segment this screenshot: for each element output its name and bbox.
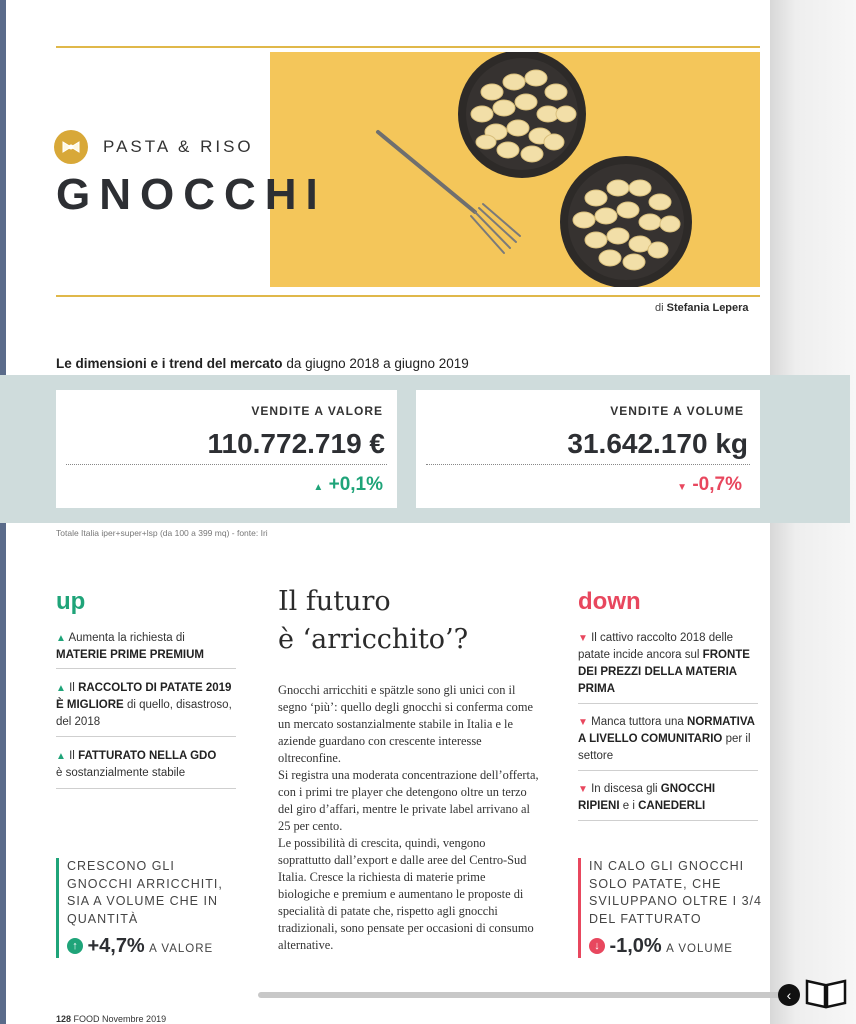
card-delta <box>313 474 383 496</box>
source-note: Totale Italia iper+super+lsp (da 100 a 399 mq) - fonte: Iri <box>56 528 268 538</box>
page-footer <box>56 1014 166 1024</box>
page-title: GNOCCHI <box>56 170 327 219</box>
down-callout-bar <box>578 858 581 958</box>
card-delta-value: -0,7% <box>692 474 742 495</box>
open-book-icon[interactable] <box>803 973 849 1011</box>
card-label: VENDITE A VALORE <box>251 404 383 418</box>
sales-value-card <box>56 390 397 508</box>
byline-author: Stefania Lepera <box>666 302 749 314</box>
market-heading-bold: Le dimensioni e i trend del mercato <box>56 356 283 371</box>
up-callout-unit: A VALORE <box>149 943 214 955</box>
triangle-down-icon: ▼ <box>578 784 588 795</box>
top-rule <box>56 46 760 48</box>
gnocchi-photo <box>270 52 760 287</box>
article-paragraph: Gnocchi arricchiti e spätzle sono gli unici con il segno ‘più’: quello degli gnocchi si conferma come un mercato sostanzialmente stabile in Italia e le aziende guardano con crescente interesse oltreconfine. <box>278 683 533 765</box>
up-item: ▲ Aumenta la richiesta di MATERIE PRIME PREMIUM <box>56 630 236 669</box>
card-delta <box>677 474 742 496</box>
triangle-down-icon: ▼ <box>578 717 588 728</box>
card-label: VENDITE A VOLUME <box>610 404 744 418</box>
page-number: 128 <box>56 1014 72 1024</box>
sales-volume-card <box>416 390 760 508</box>
card-divider <box>66 464 387 465</box>
triangle-up-icon: ▲ <box>313 482 324 493</box>
up-callout-text: CRESCONO GLI GNOCCHI ARRICCHITI, SIA A VOLUME CHE IN QUANTITÀ <box>67 859 223 926</box>
up-item: ▲ Il RACCOLTO DI PATATE 2019 È MIGLIORE di quello, disastroso, del 2018 <box>56 680 236 737</box>
triangle-down-icon: ▼ <box>677 482 688 493</box>
arrow-down-circle-icon: ↓ <box>589 938 605 954</box>
up-heading: up <box>56 588 86 615</box>
magazine-issue: FOOD Novembre 2019 <box>73 1014 167 1024</box>
triangle-down-icon: ▼ <box>578 633 588 644</box>
down-callout-text: IN CALO GLI GNOCCHI SOLO PATATE, CHE SVILUPPANO OLTRE I 3/4 DEL FATTURATO <box>589 859 762 926</box>
page-scrollbar[interactable] <box>258 992 788 998</box>
bottom-header-rule <box>56 295 760 297</box>
card-value: 110.772.719 € <box>207 428 385 459</box>
byline <box>655 302 749 314</box>
up-callout-value: +4,7% <box>87 935 145 957</box>
market-heading <box>56 356 469 371</box>
triangle-up-icon: ▲ <box>56 683 66 694</box>
card-value: 31.642.170 kg <box>567 428 748 459</box>
market-heading-period: da giugno 2018 a giugno 2019 <box>286 356 469 371</box>
headline-line-1: Il futuro <box>278 586 391 617</box>
gnocchi-illustration <box>270 52 760 287</box>
article-paragraph: Le possibilità di crescita, quindi, vengono soprattutto dall’export e dalle aree del Centro-Sud Italia. Cresce la richiesta di materie prime biologiche e premium e aumentano le proposte di specialità di patate che, rispetto agli gnocchi tradizionali, sono pensate per occasioni di consumo alternative. <box>278 836 534 952</box>
up-item: ▲ Il FATTURATO NELLA GDO è sostanzialmente stabile <box>56 748 236 789</box>
chevron-left-icon[interactable]: ‹ <box>778 984 800 1006</box>
article-headline <box>278 583 468 659</box>
article-body <box>278 682 540 954</box>
byline-prefix: di <box>655 302 664 314</box>
card-divider <box>426 464 750 465</box>
card-delta-value: +0,1% <box>328 474 383 495</box>
down-item: ▼ Manca tuttora una NORMATIVA A LIVELLO COMUNITARIO per il settore <box>578 714 758 771</box>
down-item: ▼ In discesa gli GNOCCHI RIPIENI e i CANEDERLI <box>578 781 758 821</box>
down-callout-value: -1,0% <box>609 935 662 957</box>
section-label: PASTA & RISO <box>103 137 254 156</box>
headline-line-2: è ‘arricchito’? <box>278 624 469 655</box>
up-callout-bar <box>56 858 59 958</box>
down-callout-unit: A VOLUME <box>666 943 733 955</box>
down-callout-figure <box>589 935 733 958</box>
triangle-up-icon: ▲ <box>56 751 66 762</box>
down-heading: down <box>578 588 641 615</box>
pasta-icon <box>54 130 88 164</box>
article-paragraph: Si registra una moderata concentrazione dell’offerta, con i primi tre player che detengono oltre un terzo del giro d’affari, mentre le private label arrivano al 25 per cento. <box>278 768 539 833</box>
arrow-up-circle-icon: ↑ <box>67 938 83 954</box>
down-item: ▼ Il cattivo raccolto 2018 delle patate incide ancora sul FRONTE DEI PREZZI DELLA MATERIA PRIMA <box>578 630 758 704</box>
triangle-up-icon: ▲ <box>56 633 66 644</box>
up-callout-figure <box>67 935 213 958</box>
